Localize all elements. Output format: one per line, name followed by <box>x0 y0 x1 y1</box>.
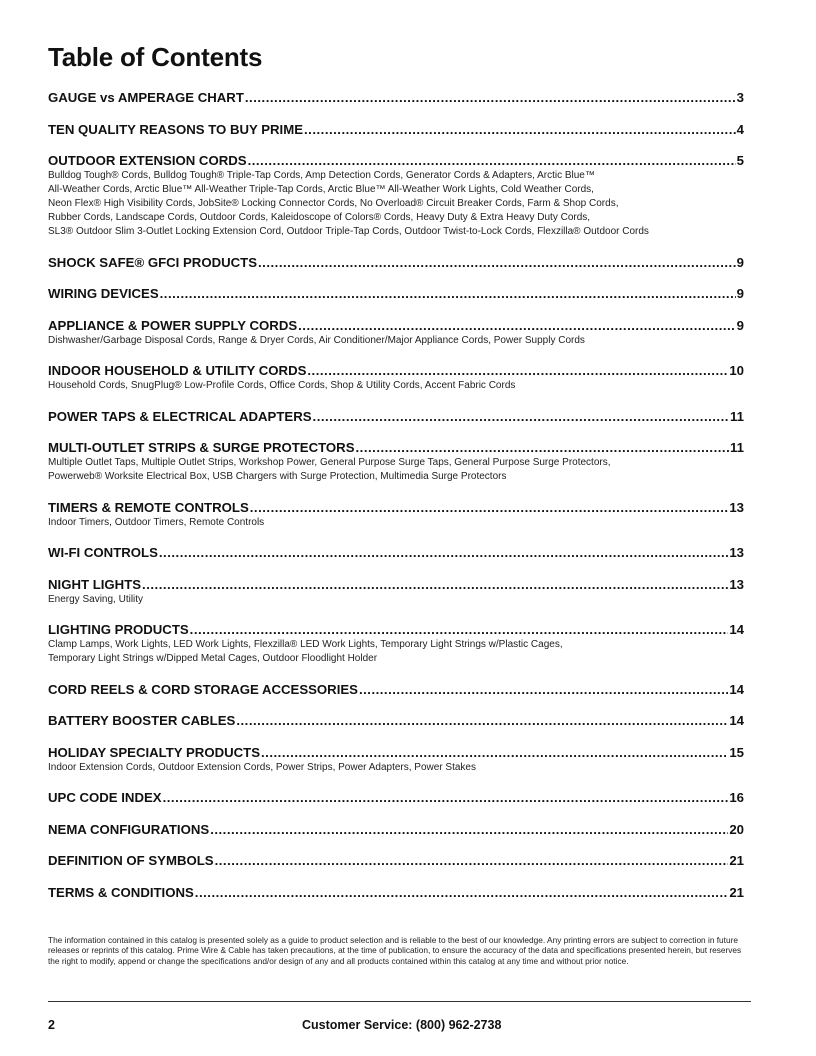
toc-entry[interactable] <box>48 744 744 775</box>
dot-leader <box>142 576 728 593</box>
toc-description-line: Household Cords, SnugPlug® Low-Profile Cords, Office Cords, Shop & Utility Cords, Accent Fabric Cords <box>48 380 516 391</box>
toc-entry-row[interactable] <box>48 712 744 729</box>
page-number: 2 <box>48 1018 55 1032</box>
customer-service-phone: Customer Service: (800) 962-2738 <box>302 1018 502 1032</box>
dot-leader <box>313 408 730 425</box>
dot-leader <box>215 852 729 869</box>
toc-entry[interactable] <box>48 439 744 484</box>
toc-entry-title[interactable]: DEFINITION OF SYMBOLS <box>48 853 214 868</box>
toc-description-line: Dishwasher/Garbage Disposal Cords, Range & Dryer Cords, Air Conditioner/Major Appliance Cords, Power Supply Cords <box>48 334 585 346</box>
toc-entry-row[interactable] <box>48 884 744 901</box>
toc-entry-title[interactable]: APPLIANCE & POWER SUPPLY CORDS <box>48 317 298 333</box>
toc-entry[interactable] <box>48 884 744 901</box>
dot-leader <box>159 544 728 561</box>
dot-leader <box>248 152 736 169</box>
table-of-contents <box>48 89 744 901</box>
dot-leader <box>236 712 728 729</box>
dot-leader <box>298 317 736 334</box>
toc-entry-row[interactable] <box>48 621 744 638</box>
toc-description-line: Powerweb® Worksite Electrical Box, USB Chargers with Surge Protection, Multimedia Surge Protectors <box>48 471 507 482</box>
dot-leader <box>163 789 729 806</box>
toc-entry-title[interactable]: UPC CODE INDEX <box>48 790 162 805</box>
toc-entry[interactable] <box>48 285 744 302</box>
toc-entry[interactable] <box>48 499 744 530</box>
toc-description-line: Neon Flex® High Visibility Cords, JobSite® Locking Connector Cords, No Overload® Circuit Breaker Cords, Farm & Shop Cords, <box>48 198 619 209</box>
toc-entry-title[interactable]: CORD REELS & CORD STORAGE ACCESSORIES <box>48 681 358 697</box>
toc-entry-title[interactable]: TERMS & CONDITIONS <box>48 884 194 900</box>
dot-leader <box>307 362 728 379</box>
toc-entry-row[interactable] <box>48 681 744 698</box>
toc-entry-row[interactable] <box>48 576 744 593</box>
toc-entry-page[interactable]: 15 <box>729 744 744 760</box>
toc-description-line: Temporary Light Strings w/Dipped Metal Cages, Outdoor Floodlight Holder <box>48 653 378 664</box>
toc-entry-row[interactable] <box>48 821 744 838</box>
toc-entry[interactable] <box>48 121 744 138</box>
toc-entry-title[interactable]: TEN QUALITY REASONS TO BUY PRIME <box>48 121 303 137</box>
toc-entry-title[interactable]: NEMA CONFIGURATIONS <box>48 821 210 837</box>
toc-entry-row[interactable] <box>48 499 744 516</box>
toc-entry-row[interactable] <box>48 89 744 106</box>
dot-leader <box>258 254 736 271</box>
footer-divider <box>48 1001 751 1002</box>
toc-entry-row[interactable] <box>48 121 744 138</box>
toc-entry[interactable] <box>48 821 744 838</box>
dot-leader <box>245 89 736 106</box>
toc-entry-description <box>48 593 744 607</box>
toc-entry-page[interactable]: 21 <box>729 853 744 868</box>
toc-entry[interactable] <box>48 317 744 348</box>
toc-entry-title[interactable]: HOLIDAY SPECIALTY PRODUCTS <box>48 744 261 760</box>
toc-entry[interactable] <box>48 852 744 869</box>
toc-entry-page[interactable]: 5 <box>736 153 744 168</box>
toc-entry-page[interactable]: 9 <box>736 254 744 270</box>
toc-description-line: Multiple Outlet Taps, Multiple Outlet Strips, Workshop Power, General Purpose Surge Taps, General Purpose Surge Protectors, <box>48 457 611 468</box>
toc-entry[interactable] <box>48 89 744 106</box>
toc-entry-row[interactable] <box>48 789 744 806</box>
toc-entry-row[interactable] <box>48 408 744 425</box>
toc-entry[interactable] <box>48 681 744 698</box>
toc-entry-page[interactable]: 14 <box>729 713 744 728</box>
toc-entry-row[interactable] <box>48 317 744 334</box>
dot-leader <box>261 744 728 761</box>
toc-entry-title[interactable]: MULTI-OUTLET STRIPS & SURGE PROTECTORS <box>48 440 355 455</box>
toc-entry[interactable] <box>48 621 744 666</box>
dot-leader <box>359 681 728 698</box>
toc-description-line: Rubber Cords, Landscape Cords, Outdoor Cords, Kaleidoscope of Colors® Cords, Heavy Duty & Extra Heavy Duty Cords, <box>48 212 591 223</box>
toc-entry-title[interactable]: POWER TAPS & ELECTRICAL ADAPTERS <box>48 408 312 424</box>
dot-leader <box>210 821 728 838</box>
toc-entry[interactable] <box>48 789 744 806</box>
disclaimer-text: The information contained in this catalog is presented solely as a guide to product selection and is reliable to the best of our knowledge. Any printing errors are subject to correction in future releases or reprints of this catalog. Prime Wire & Cable has taken precautions, at the time of publication, to ensure the accuracy of the data and specifications presented herein, but reserves the right to modify, append or change the specifications and/or design of any and all products contained within this catalog at any time and without prior notice. <box>48 935 742 966</box>
toc-entry-title[interactable]: GAUGE vs AMPERAGE CHART <box>48 90 244 105</box>
toc-entry-title[interactable]: LIGHTING PRODUCTS <box>48 622 189 637</box>
toc-entry-page[interactable]: 13 <box>729 545 744 560</box>
toc-entry-page[interactable]: 14 <box>729 681 744 697</box>
dot-leader <box>190 621 729 638</box>
toc-entry-row[interactable] <box>48 544 744 561</box>
toc-entry-title[interactable]: TIMERS & REMOTE CONTROLS <box>48 499 249 515</box>
toc-entry-page[interactable]: 4 <box>736 121 744 137</box>
toc-entry[interactable] <box>48 712 744 729</box>
toc-entry-description <box>48 761 744 775</box>
toc-entry-description <box>48 169 744 239</box>
toc-entry-description <box>48 516 744 530</box>
toc-entry-description <box>48 379 744 393</box>
toc-entry-page[interactable]: 16 <box>729 790 744 805</box>
dot-leader <box>250 499 729 516</box>
dot-leader <box>356 439 730 456</box>
toc-entry-title[interactable]: OUTDOOR EXTENSION CORDS <box>48 153 247 168</box>
toc-entry-title[interactable]: WI-FI CONTROLS <box>48 545 158 560</box>
toc-entry[interactable] <box>48 362 744 393</box>
toc-entry-description <box>48 638 744 666</box>
toc-entry-page[interactable]: 3 <box>736 90 744 105</box>
toc-entry-description <box>48 456 744 484</box>
toc-description-line: Indoor Extension Cords, Outdoor Extension Cords, Power Strips, Power Adapters, Power Stakes <box>48 761 476 773</box>
toc-description-line: All-Weather Cords, Arctic Blue™ All-Weather Triple-Tap Cords, Arctic Blue™ All-Weather Work Lights, Cold Weather Cords, <box>48 184 594 195</box>
toc-description-line: Clamp Lamps, Work Lights, LED Work Lights, Flexzilla® LED Work Lights, Temporary Light Strings w/Plastic Cages, <box>48 639 563 650</box>
toc-entry-page[interactable]: 13 <box>729 499 744 515</box>
toc-entry-page[interactable]: 14 <box>729 622 744 637</box>
toc-entry-page[interactable]: 10 <box>729 363 744 378</box>
toc-entry-title[interactable]: INDOOR HOUSEHOLD & UTILITY CORDS <box>48 363 307 378</box>
dot-leader <box>195 884 729 901</box>
dot-leader <box>160 285 736 302</box>
toc-description-line: Indoor Timers, Outdoor Timers, Remote Controls <box>48 516 265 528</box>
toc-entry[interactable] <box>48 544 744 561</box>
toc-entry-page[interactable]: 11 <box>730 408 744 424</box>
toc-entry-page[interactable]: 9 <box>736 286 744 301</box>
toc-entry-row[interactable] <box>48 744 744 761</box>
toc-entry-row[interactable] <box>48 285 744 302</box>
page-title: Table of Contents <box>48 42 263 72</box>
toc-entry-page[interactable]: 13 <box>729 576 744 592</box>
toc-entry-row[interactable] <box>48 362 744 379</box>
toc-entry-page[interactable]: 9 <box>736 317 744 333</box>
toc-entry-row[interactable] <box>48 254 744 271</box>
toc-entry-title[interactable]: WIRING DEVICES <box>48 286 159 301</box>
toc-entry[interactable] <box>48 408 744 425</box>
toc-entry-title[interactable]: BATTERY BOOSTER CABLES <box>48 713 236 728</box>
dot-leader <box>304 121 736 138</box>
toc-entry-page[interactable]: 11 <box>730 440 744 455</box>
toc-entry-page[interactable]: 20 <box>729 821 744 837</box>
toc-entry-page[interactable]: 21 <box>729 884 744 900</box>
toc-description-line: Bulldog Tough® Cords, Bulldog Tough® Triple-Tap Cords, Amp Detection Cords, Generator Cords & Adapters, Arctic Blue™ <box>48 170 595 181</box>
toc-entry-title[interactable]: SHOCK SAFE® GFCI PRODUCTS <box>48 254 258 270</box>
toc-description-line: SL3® Outdoor Slim 3-Outlet Locking Extension Cord, Outdoor Triple-Tap Cords, Outdoor Twist-to-Lock Cords, Flexzilla® Outdoor Cords <box>48 226 649 237</box>
toc-entry[interactable] <box>48 152 744 239</box>
toc-entry[interactable] <box>48 254 744 271</box>
toc-entry-title[interactable]: NIGHT LIGHTS <box>48 576 142 592</box>
toc-entry-row[interactable] <box>48 152 744 169</box>
toc-entry-description <box>48 334 744 348</box>
toc-entry-row[interactable] <box>48 852 744 869</box>
toc-entry-row[interactable] <box>48 439 744 456</box>
toc-description-line: Energy Saving, Utility <box>48 593 144 605</box>
toc-entry[interactable] <box>48 576 744 607</box>
